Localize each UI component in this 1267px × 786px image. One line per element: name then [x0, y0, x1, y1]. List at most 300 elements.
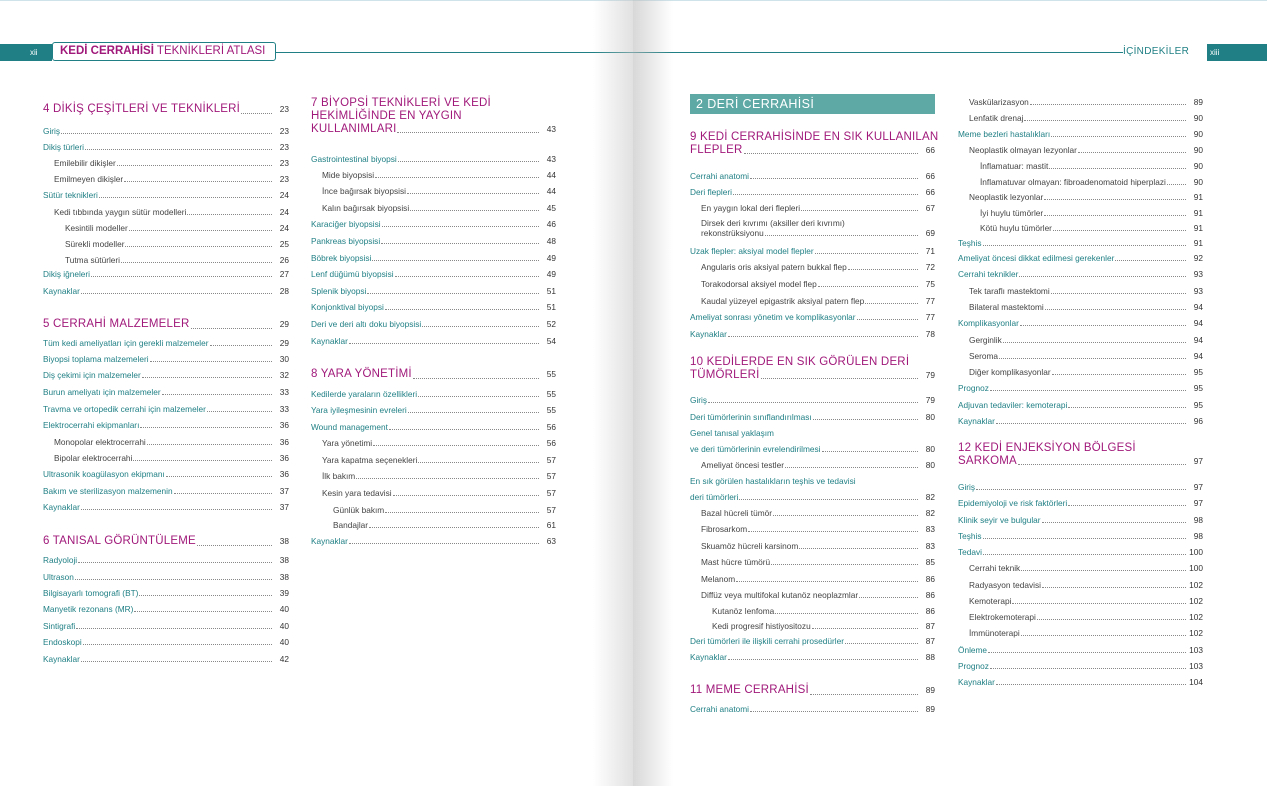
toc-section-entry[interactable] [43, 621, 289, 631]
toc-subentry[interactable] [322, 455, 556, 465]
toc-subentry[interactable] [701, 524, 935, 534]
toc-section-entry[interactable] [43, 404, 289, 414]
toc-section-entry[interactable] [958, 482, 1203, 492]
dot-leader [397, 132, 539, 133]
top-edge [633, 0, 1267, 1]
toc-subentry[interactable] [980, 223, 1203, 233]
toc-section-entry[interactable] [43, 572, 289, 582]
toc-section-entry[interactable] [43, 286, 289, 296]
page-number: 29 [279, 338, 289, 348]
entry-title: Kaynaklar [311, 336, 348, 346]
toc-chapter-heading[interactable] [311, 97, 556, 136]
toc-section-entry[interactable] [690, 329, 935, 339]
page-number: 91 [1193, 223, 1203, 233]
page-number: 95 [1193, 400, 1203, 410]
page-number: 44 [546, 186, 556, 196]
dot-leader [1068, 407, 1186, 408]
toc-subentry[interactable] [54, 158, 289, 168]
dot-leader [373, 445, 539, 446]
page-number: 89 [925, 704, 935, 714]
dot-leader [1018, 464, 1186, 465]
entry-title: Sütür teknikleri [43, 190, 98, 200]
toc-section-entry[interactable] [311, 253, 556, 263]
page-number: 66 [925, 171, 935, 181]
dot-leader [369, 527, 539, 528]
toc-section-entry[interactable] [311, 154, 556, 164]
toc-subentry[interactable] [969, 97, 1203, 107]
page-number: 100 [1189, 547, 1203, 557]
entry-title: Lenf düğümü biyopsisi [311, 269, 394, 279]
dot-leader [410, 210, 539, 211]
page-number: 86 [925, 574, 935, 584]
page-number: 32 [279, 370, 289, 380]
toc-section-entry[interactable] [43, 637, 289, 647]
entry-title-line: Dirsek deri kıvrımı (aksiller deri kıvrımı) [701, 218, 845, 228]
entry-title: Elektrokemoterapi [969, 612, 1036, 622]
entry-title: Teşhis [958, 238, 982, 248]
toc-subentry[interactable] [980, 177, 1203, 187]
entry-title: Klinik seyir ve bulgular [958, 515, 1041, 525]
page-number: 96 [1193, 416, 1203, 426]
toc-section-entry[interactable] [43, 604, 289, 614]
entry-title: Lenfatik drenaj [969, 113, 1024, 123]
toc-subentry[interactable] [701, 279, 935, 289]
dot-leader [81, 661, 272, 662]
toc-chapter-heading[interactable] [43, 103, 289, 116]
page-number: 23 [279, 104, 289, 114]
toc-section-entry[interactable] [311, 336, 556, 346]
dot-leader [395, 276, 539, 277]
dot-leader [1052, 374, 1186, 375]
toc-section-entry[interactable] [958, 383, 1203, 393]
page-number: 48 [546, 236, 556, 246]
toc-subentry[interactable] [322, 471, 556, 481]
toc-subentry[interactable] [322, 488, 556, 498]
page-number: 49 [546, 253, 556, 263]
toc-subentry[interactable] [969, 351, 1203, 361]
page-number: 94 [1193, 302, 1203, 312]
dot-leader [413, 378, 539, 379]
page-number: 40 [279, 621, 289, 631]
entry-title: Deri tümörleri ile ilişkili cerrahi prosedürler [690, 636, 844, 646]
gutter-shadow-left [593, 0, 633, 786]
toc-section-entry[interactable] [311, 405, 556, 415]
entry-title-line: rekonstrüksiyonu [701, 228, 764, 238]
toc-subentry[interactable] [701, 541, 935, 551]
toc-section-entry[interactable] [311, 269, 556, 279]
toc-section-entry[interactable] [690, 312, 935, 322]
toc-subentry[interactable] [54, 174, 289, 184]
entry-title: Cerrahi anatomi [690, 704, 750, 714]
toc-section-entry[interactable] [958, 547, 1203, 557]
dot-leader [166, 476, 272, 477]
toc-subentry[interactable] [701, 262, 935, 272]
toc-subentry[interactable] [701, 296, 935, 306]
toc-section-entry[interactable] [958, 677, 1203, 687]
dot-leader [775, 613, 918, 614]
page-number: 72 [925, 262, 935, 272]
dot-leader [771, 564, 918, 565]
entry-title: Kaynaklar [311, 536, 348, 546]
entry-title: Teşhis [958, 531, 982, 541]
entry-title: Ameliyat öncesi testler [701, 460, 785, 470]
page-number: 103 [1189, 661, 1203, 671]
dot-leader [1042, 522, 1186, 523]
page-number: 87 [925, 636, 935, 646]
entry-title: Böbrek biyopsisi [311, 253, 372, 263]
chapter-title-line: HEKİMLİĞİNDE EN YAYGIN [311, 110, 462, 122]
header-rule-left [276, 52, 633, 53]
entry-title: Bilgisayarlı tomografi (BT) [43, 588, 139, 598]
dot-leader [99, 197, 272, 198]
toc-subentry[interactable] [969, 563, 1203, 573]
chapter-title-line: SARKOMA [958, 455, 1017, 467]
toc-subentry[interactable] [969, 628, 1203, 638]
dot-leader [134, 611, 272, 612]
toc-subentry[interactable] [969, 192, 1203, 202]
dot-leader [845, 643, 918, 644]
page-number: 26 [279, 255, 289, 265]
page-number: 36 [279, 469, 289, 479]
page-number: 45 [546, 203, 556, 213]
entry-title: Neoplastik olmayan lezyonlar [969, 145, 1077, 155]
dot-leader [91, 276, 272, 277]
page-number: 46 [546, 219, 556, 229]
toc-subentry[interactable] [54, 437, 289, 447]
dot-leader [865, 303, 918, 304]
header-rule-right [633, 52, 1123, 53]
page-number: 91 [1193, 208, 1203, 218]
toc-section-entry[interactable] [690, 652, 935, 662]
toc-subentry[interactable] [969, 367, 1203, 377]
page-number: 43 [546, 154, 556, 164]
toc-section-entry[interactable] [43, 555, 289, 565]
toc-subentry[interactable] [54, 453, 289, 463]
entry-title: İmmünoterapi [969, 628, 1020, 638]
dot-leader [1042, 587, 1186, 588]
page-number: 95 [1193, 383, 1203, 393]
toc-section-entry[interactable] [958, 498, 1203, 508]
toc-section-entry[interactable] [958, 269, 1203, 279]
toc-chapter-heading[interactable] [690, 131, 939, 157]
toc-subentry[interactable] [701, 557, 935, 567]
page-number: 39 [279, 588, 289, 598]
toc-section-entry[interactable] [311, 389, 556, 399]
toc-section-entry[interactable] [958, 129, 1203, 139]
page-number: 90 [1193, 129, 1203, 139]
chapter-title-line: KULLANIMLARI [311, 123, 397, 135]
toc-section-entry[interactable] [43, 486, 289, 496]
entry-title: Angularis oris aksiyal patern bukkal flep [701, 262, 847, 272]
dot-leader [139, 595, 272, 596]
dot-leader [418, 462, 539, 463]
dot-leader [129, 230, 272, 231]
toc-section-entry[interactable] [311, 302, 556, 312]
dot-leader [988, 652, 1186, 653]
dot-leader [739, 499, 918, 500]
dot-leader [773, 515, 918, 516]
dot-leader [121, 262, 272, 263]
entry-title: Komplikasyonlar [958, 318, 1019, 328]
toc-section-entry[interactable] [958, 253, 1203, 263]
entry-title: Kötü huylu tümörler [980, 223, 1052, 233]
toc-entry[interactable] [701, 218, 935, 238]
toc-section-entry[interactable] [43, 354, 289, 364]
entry-title: En yaygın lokal deri flepleri [701, 203, 801, 213]
toc-section-entry[interactable] [958, 318, 1203, 328]
dot-leader [818, 286, 918, 287]
toc-section-entry[interactable] [690, 476, 935, 486]
dot-leader [76, 628, 272, 629]
entry-title: Elektrocerrahi ekipmanları [43, 420, 140, 430]
page-number: 23 [279, 126, 289, 136]
dot-leader [375, 177, 539, 178]
toc-section-entry[interactable] [690, 492, 935, 502]
entry-title: Vaskülarizasyon [969, 97, 1029, 107]
entry-title: Gerginlik [969, 335, 1002, 345]
dot-leader [799, 548, 918, 549]
toc-section-entry[interactable] [311, 219, 556, 229]
page-number: 24 [279, 223, 289, 233]
dot-leader [765, 235, 918, 236]
toc-section-entry[interactable] [958, 531, 1203, 541]
dot-leader [85, 149, 272, 150]
toc-section-entry[interactable] [311, 422, 556, 432]
page-number: 97 [1193, 456, 1203, 466]
page-number: 79 [925, 395, 935, 405]
toc-section-entry[interactable] [43, 502, 289, 512]
toc-section-entry[interactable] [690, 428, 935, 438]
entry-title: Gastrointestinal biyopsi [311, 154, 397, 164]
toc-subentry[interactable] [701, 574, 935, 584]
page-number: 67 [925, 203, 935, 213]
dot-leader [983, 245, 1186, 246]
toc-section-entry[interactable] [43, 338, 289, 348]
toc-subentry[interactable] [712, 621, 935, 631]
toc-subentry[interactable] [969, 596, 1203, 606]
dot-leader [728, 659, 918, 660]
entry-title: 8 YARA YÖNETİMİ [311, 368, 412, 380]
dot-leader [75, 579, 272, 580]
toc-section-entry[interactable] [690, 412, 935, 422]
page-number: 37 [279, 502, 289, 512]
entry-title: Splenik biyopsi [311, 286, 367, 296]
toc-section-entry[interactable] [690, 636, 935, 646]
entry-title: Dikiş iğneleri [43, 269, 91, 279]
toc-subentry[interactable] [333, 505, 556, 515]
toc-subentry[interactable] [701, 508, 935, 518]
toc-section-entry[interactable] [690, 246, 935, 256]
dot-leader [83, 644, 272, 645]
page-number: 24 [279, 207, 289, 217]
dot-leader [1019, 276, 1186, 277]
toc-section-entry[interactable] [311, 536, 556, 546]
toc-chapter-heading[interactable] [311, 368, 556, 381]
entry-title: deri tümörleri [690, 492, 739, 502]
toc-section-entry[interactable] [690, 704, 935, 714]
toc-subentry[interactable] [969, 113, 1203, 123]
dot-leader [761, 378, 918, 379]
dot-leader [367, 293, 539, 294]
contents-label: İÇİNDEKİLER [1123, 46, 1190, 57]
toc-section-entry[interactable] [43, 190, 289, 200]
toc-section-entry[interactable] [958, 416, 1203, 426]
page-number: 102 [1189, 596, 1203, 606]
toc-subentry[interactable] [701, 590, 935, 600]
entry-title: 11 MEME CERRAHİSİ [690, 684, 809, 696]
toc-subentry[interactable] [701, 203, 935, 213]
dot-leader [147, 444, 272, 445]
page-number: 55 [546, 389, 556, 399]
dot-leader [1003, 342, 1186, 343]
dot-leader [142, 377, 272, 378]
toc-subentry[interactable] [712, 606, 935, 616]
page-number: 57 [546, 455, 556, 465]
dot-leader [1044, 215, 1186, 216]
page-number: 80 [925, 444, 935, 454]
toc-section-entry[interactable] [690, 171, 935, 181]
dot-leader [356, 478, 539, 479]
dot-leader [422, 326, 539, 327]
toc-section-entry[interactable] [958, 515, 1203, 525]
entry-title: Kaynaklar [958, 677, 995, 687]
toc-section-entry[interactable] [43, 420, 289, 430]
entry-title: Kesin yara tedavisi [322, 488, 392, 498]
toc-section-entry[interactable] [958, 645, 1203, 655]
toc-section-entry[interactable] [958, 238, 1203, 248]
chapter-title-last-line [690, 144, 935, 157]
page-number: 95 [1193, 367, 1203, 377]
dot-leader [1024, 120, 1186, 121]
dot-leader [848, 269, 918, 270]
page-number: 90 [1193, 161, 1203, 171]
dot-leader [813, 419, 918, 420]
toc-subentry[interactable] [969, 335, 1203, 345]
page-number: 63 [546, 536, 556, 546]
toc-subentry[interactable] [980, 208, 1203, 218]
left-page-number: xii [30, 48, 38, 57]
toc-section-entry[interactable] [43, 126, 289, 136]
toc-section-entry[interactable] [958, 400, 1203, 410]
toc-subentry[interactable] [969, 612, 1203, 622]
entry-title: Diş çekimi için malzemeler [43, 370, 141, 380]
entry-title: Tutma sütürleri [65, 255, 121, 265]
entry-title: Cerrahi anatomi [690, 171, 750, 181]
dot-leader [728, 336, 918, 337]
toc-section-entry[interactable] [958, 661, 1203, 671]
entry-title: 5 CERRAHİ MALZEMELER [43, 318, 190, 330]
toc-chapter-heading[interactable] [690, 684, 935, 697]
dot-leader [1078, 152, 1186, 153]
toc-section-entry[interactable] [311, 319, 556, 329]
toc-subentry[interactable] [65, 255, 289, 265]
page-number: 24 [279, 190, 289, 200]
toc-subentry[interactable] [322, 186, 556, 196]
gutter-shadow-right [633, 0, 673, 786]
entry-title: İnflamatuar: mastit [980, 161, 1049, 171]
dot-leader [1045, 309, 1186, 310]
toc-section-entry[interactable] [43, 469, 289, 479]
toc-chapter-heading[interactable] [43, 318, 289, 331]
toc-chapter-heading[interactable] [958, 442, 1203, 468]
page-number: 103 [1189, 645, 1203, 655]
page-number: 40 [279, 637, 289, 647]
dot-leader [210, 345, 272, 346]
page-number: 57 [546, 505, 556, 515]
page-number: 83 [925, 524, 935, 534]
toc-subentry[interactable] [322, 170, 556, 180]
toc-section-entry[interactable] [43, 370, 289, 380]
toc-subentry[interactable] [969, 580, 1203, 590]
page-number: 85 [925, 557, 935, 567]
entry-title: Kaynaklar [43, 286, 80, 296]
dot-leader [162, 394, 272, 395]
dot-leader [996, 423, 1186, 424]
page-number: 33 [279, 387, 289, 397]
dot-leader [349, 343, 539, 344]
dot-leader [418, 396, 539, 397]
entry-title: Cerrahi teknikler [958, 269, 1019, 279]
dot-leader [983, 554, 1186, 555]
dot-leader [389, 429, 539, 430]
chapter-title-line: FLEPLER [690, 144, 743, 156]
entry-title: Endoskopi [43, 637, 82, 647]
entry-title: Fibrosarkom [701, 524, 748, 534]
dot-leader [812, 628, 918, 629]
toc-subentry[interactable] [969, 145, 1203, 155]
toc-section-entry[interactable] [690, 395, 935, 405]
toc-chapter-heading[interactable] [43, 535, 289, 548]
toc-section-entry[interactable] [690, 187, 935, 197]
toc-subentry[interactable] [54, 207, 289, 217]
dot-leader [733, 194, 918, 195]
toc-subentry[interactable] [322, 438, 556, 448]
page-number: 38 [279, 536, 289, 546]
book-title-rest: TEKNİKLERİ ATLASI [153, 45, 266, 57]
dot-leader [1049, 168, 1186, 169]
dot-leader [1030, 104, 1186, 105]
toc-subentry[interactable] [969, 286, 1203, 296]
toc-section-entry[interactable] [690, 444, 935, 454]
page-number: 79 [925, 370, 935, 380]
entry-title: Uzak flepler: aksiyal model flepler [690, 246, 814, 256]
toc-section-entry[interactable] [43, 142, 289, 152]
page-number: 98 [1193, 531, 1203, 541]
toc-section-entry[interactable] [311, 236, 556, 246]
toc-subentry[interactable] [65, 223, 289, 233]
dot-leader [393, 495, 539, 496]
toc-section-entry[interactable] [311, 286, 556, 296]
dot-leader [385, 309, 539, 310]
entry-title: Mide biyopsisi [322, 170, 375, 180]
toc-subentry[interactable] [65, 239, 289, 249]
dot-leader [407, 193, 539, 194]
entry-title: 6 TANISAL GÖRÜNTÜLEME [43, 535, 196, 547]
dot-leader [1068, 505, 1186, 506]
toc-section-entry[interactable] [43, 588, 289, 598]
toc-subentry[interactable] [980, 161, 1203, 171]
toc-subentry[interactable] [322, 203, 556, 213]
toc-section-entry[interactable] [43, 654, 289, 664]
toc-chapter-heading[interactable] [690, 356, 935, 382]
toc-section-entry[interactable] [43, 269, 289, 279]
toc-subentry[interactable] [333, 520, 556, 530]
page-number: 71 [925, 246, 935, 256]
page-number: 87 [925, 621, 935, 631]
toc-subentry[interactable] [969, 302, 1203, 312]
toc-subentry[interactable] [701, 460, 935, 470]
toc-section-entry[interactable] [43, 387, 289, 397]
